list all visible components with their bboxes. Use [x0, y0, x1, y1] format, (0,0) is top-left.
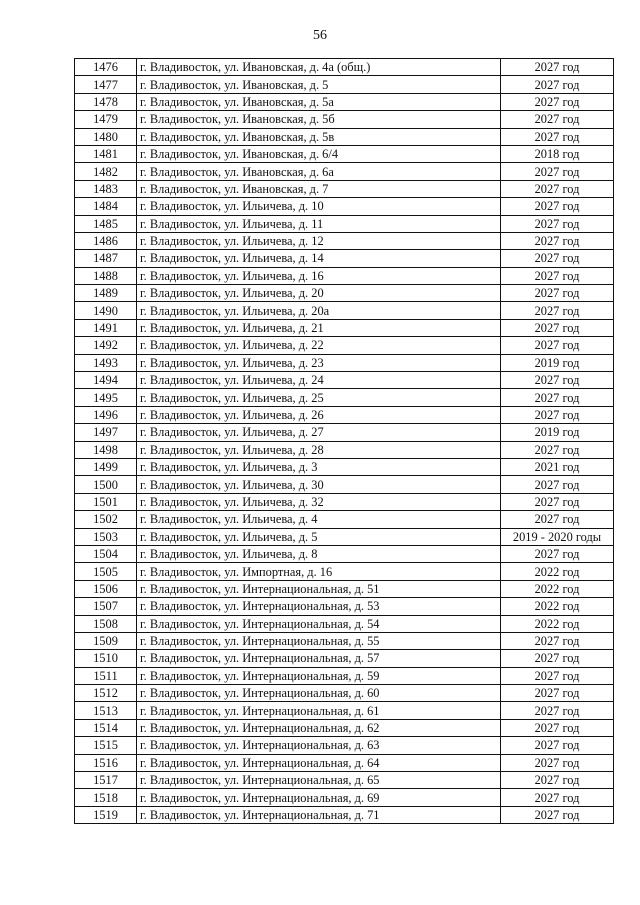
- row-number-cell: 1481: [75, 145, 137, 162]
- table-row: [75, 719, 614, 736]
- year-cell: 2027 год: [501, 737, 614, 754]
- row-number-cell: 1490: [75, 302, 137, 319]
- year-cell: 2027 год: [501, 806, 614, 823]
- address-cell: г. Владивосток, ул. Интернациональная, д. 55: [137, 632, 501, 649]
- table-row: [75, 754, 614, 771]
- table-row: [75, 93, 614, 110]
- year-cell: 2027 год: [501, 511, 614, 528]
- table-row: [75, 545, 614, 562]
- year-cell: 2027 год: [501, 441, 614, 458]
- address-cell: г. Владивосток, ул. Ильичева, д. 28: [137, 441, 501, 458]
- address-cell: г. Владивосток, ул. Ильичева, д. 30: [137, 476, 501, 493]
- table-row: [75, 302, 614, 319]
- table-row: [75, 476, 614, 493]
- table-row: [75, 232, 614, 249]
- address-cell: г. Владивосток, ул. Ивановская, д. 4а (общ.): [137, 59, 501, 76]
- row-number-cell: 1500: [75, 476, 137, 493]
- year-cell: 2027 год: [501, 476, 614, 493]
- address-cell: г. Владивосток, ул. Ильичева, д. 14: [137, 250, 501, 267]
- year-cell: 2027 год: [501, 406, 614, 423]
- row-number-cell: 1496: [75, 406, 137, 423]
- address-cell: г. Владивосток, ул. Интернациональная, д. 51: [137, 580, 501, 597]
- row-number-cell: 1494: [75, 372, 137, 389]
- row-number-cell: 1498: [75, 441, 137, 458]
- year-cell: 2027 год: [501, 267, 614, 284]
- year-cell: 2022 год: [501, 580, 614, 597]
- year-cell: 2027 год: [501, 789, 614, 806]
- table-row: [75, 250, 614, 267]
- row-number-cell: 1518: [75, 789, 137, 806]
- table-row: [75, 285, 614, 302]
- address-cell: г. Владивосток, ул. Интернациональная, д. 57: [137, 650, 501, 667]
- table-row: [75, 372, 614, 389]
- row-number-cell: 1479: [75, 111, 137, 128]
- address-cell: г. Владивосток, ул. Ильичева, д. 3: [137, 458, 501, 475]
- table-row: [75, 337, 614, 354]
- year-cell: 2027 год: [501, 76, 614, 93]
- year-cell: 2027 год: [501, 754, 614, 771]
- table-row: [75, 76, 614, 93]
- year-cell: 2027 год: [501, 285, 614, 302]
- year-cell: 2027 год: [501, 198, 614, 215]
- table-row: [75, 511, 614, 528]
- year-cell: 2027 год: [501, 545, 614, 562]
- address-cell: г. Владивосток, ул. Интернациональная, д. 53: [137, 598, 501, 615]
- row-number-cell: 1503: [75, 528, 137, 545]
- table-row: [75, 563, 614, 580]
- year-cell: 2027 год: [501, 250, 614, 267]
- row-number-cell: 1483: [75, 180, 137, 197]
- row-number-cell: 1505: [75, 563, 137, 580]
- address-cell: г. Владивосток, ул. Ильичева, д. 27: [137, 424, 501, 441]
- row-number-cell: 1504: [75, 545, 137, 562]
- year-cell: 2021 год: [501, 458, 614, 475]
- address-cell: г. Владивосток, ул. Ивановская, д. 7: [137, 180, 501, 197]
- row-number-cell: 1508: [75, 615, 137, 632]
- page-number: 56: [313, 28, 327, 43]
- address-cell: г. Владивосток, ул. Ивановская, д. 5: [137, 76, 501, 93]
- year-cell: 2027 год: [501, 93, 614, 110]
- table-row: [75, 685, 614, 702]
- row-number-cell: 1485: [75, 215, 137, 232]
- row-number-cell: 1487: [75, 250, 137, 267]
- address-cell: г. Владивосток, ул. Ильичева, д. 8: [137, 545, 501, 562]
- table-row: [75, 615, 614, 632]
- address-cell: г. Владивосток, ул. Ильичева, д. 10: [137, 198, 501, 215]
- year-cell: 2027 год: [501, 702, 614, 719]
- year-cell: 2022 год: [501, 615, 614, 632]
- table-row: [75, 198, 614, 215]
- row-number-cell: 1484: [75, 198, 137, 215]
- row-number-cell: 1510: [75, 650, 137, 667]
- address-cell: г. Владивосток, ул. Импортная, д. 16: [137, 563, 501, 580]
- table-row: [75, 424, 614, 441]
- year-cell: 2027 год: [501, 719, 614, 736]
- row-number-cell: 1516: [75, 754, 137, 771]
- address-cell: г. Владивосток, ул. Ильичева, д. 4: [137, 511, 501, 528]
- table-row: [75, 128, 614, 145]
- address-cell: г. Владивосток, ул. Ивановская, д. 6а: [137, 163, 501, 180]
- address-cell: г. Владивосток, ул. Ильичева, д. 16: [137, 267, 501, 284]
- year-cell: 2027 год: [501, 372, 614, 389]
- year-cell: 2027 год: [501, 337, 614, 354]
- year-cell: 2027 год: [501, 232, 614, 249]
- row-number-cell: 1493: [75, 354, 137, 371]
- table-row: [75, 789, 614, 806]
- table-row: [75, 598, 614, 615]
- row-number-cell: 1477: [75, 76, 137, 93]
- address-cell: г. Владивосток, ул. Интернациональная, д. 64: [137, 754, 501, 771]
- address-cell: г. Владивосток, ул. Интернациональная, д. 65: [137, 772, 501, 789]
- table-row: [75, 111, 614, 128]
- year-cell: 2022 год: [501, 598, 614, 615]
- address-cell: г. Владивосток, ул. Ильичева, д. 24: [137, 372, 501, 389]
- year-cell: 2019 год: [501, 424, 614, 441]
- address-cell: г. Владивосток, ул. Ильичева, д. 26: [137, 406, 501, 423]
- table-row: [75, 145, 614, 162]
- table-row: [75, 406, 614, 423]
- address-cell: г. Владивосток, ул. Интернациональная, д. 63: [137, 737, 501, 754]
- address-cell: г. Владивосток, ул. Интернациональная, д. 59: [137, 667, 501, 684]
- row-number-cell: 1482: [75, 163, 137, 180]
- row-number-cell: 1491: [75, 319, 137, 336]
- address-cell: г. Владивосток, ул. Интернациональная, д. 60: [137, 685, 501, 702]
- table-row: [75, 215, 614, 232]
- address-cell: г. Владивосток, ул. Ивановская, д. 5а: [137, 93, 501, 110]
- table-row: [75, 354, 614, 371]
- table-row: [75, 650, 614, 667]
- table-row: [75, 528, 614, 545]
- address-cell: г. Владивосток, ул. Интернациональная, д. 62: [137, 719, 501, 736]
- address-cell: г. Владивосток, ул. Ивановская, д. 6/4: [137, 145, 501, 162]
- address-cell: г. Владивосток, ул. Ильичева, д. 20а: [137, 302, 501, 319]
- year-cell: 2027 год: [501, 493, 614, 510]
- table-row: [75, 458, 614, 475]
- year-cell: 2027 год: [501, 59, 614, 76]
- table-row: [75, 59, 614, 76]
- year-cell: 2027 год: [501, 319, 614, 336]
- table-row: [75, 772, 614, 789]
- table-row: [75, 163, 614, 180]
- address-cell: г. Владивосток, ул. Ильичева, д. 32: [137, 493, 501, 510]
- table-row: [75, 319, 614, 336]
- year-cell: 2027 год: [501, 650, 614, 667]
- year-cell: 2019 - 2020 годы: [501, 528, 614, 545]
- table-row: [75, 806, 614, 823]
- address-cell: г. Владивосток, ул. Ильичева, д. 11: [137, 215, 501, 232]
- row-number-cell: 1495: [75, 389, 137, 406]
- table-row: [75, 667, 614, 684]
- row-number-cell: 1511: [75, 667, 137, 684]
- year-cell: 2027 год: [501, 163, 614, 180]
- row-number-cell: 1509: [75, 632, 137, 649]
- table-row: [75, 632, 614, 649]
- address-cell: г. Владивосток, ул. Ильичева, д. 5: [137, 528, 501, 545]
- year-cell: 2027 год: [501, 215, 614, 232]
- address-cell: г. Владивосток, ул. Ильичева, д. 22: [137, 337, 501, 354]
- address-cell: г. Владивосток, ул. Ивановская, д. 5в: [137, 128, 501, 145]
- year-cell: 2027 год: [501, 667, 614, 684]
- address-cell: г. Владивосток, ул. Ильичева, д. 21: [137, 319, 501, 336]
- year-cell: 2027 год: [501, 772, 614, 789]
- address-cell: г. Владивосток, ул. Интернациональная, д. 61: [137, 702, 501, 719]
- table-row: [75, 580, 614, 597]
- row-number-cell: 1492: [75, 337, 137, 354]
- row-number-cell: 1476: [75, 59, 137, 76]
- row-number-cell: 1501: [75, 493, 137, 510]
- registry-table-body: [75, 59, 614, 824]
- address-cell: г. Владивосток, ул. Интернациональная, д. 69: [137, 789, 501, 806]
- table-row: [75, 267, 614, 284]
- row-number-cell: 1502: [75, 511, 137, 528]
- year-cell: 2027 год: [501, 128, 614, 145]
- row-number-cell: 1507: [75, 598, 137, 615]
- row-number-cell: 1513: [75, 702, 137, 719]
- row-number-cell: 1515: [75, 737, 137, 754]
- address-cell: г. Владивосток, ул. Ильичева, д. 23: [137, 354, 501, 371]
- table-row: [75, 737, 614, 754]
- table-row: [75, 180, 614, 197]
- row-number-cell: 1478: [75, 93, 137, 110]
- table-row: [75, 702, 614, 719]
- year-cell: 2027 год: [501, 302, 614, 319]
- year-cell: 2018 год: [501, 145, 614, 162]
- row-number-cell: 1497: [75, 424, 137, 441]
- year-cell: 2022 год: [501, 563, 614, 580]
- address-cell: г. Владивосток, ул. Ильичева, д. 12: [137, 232, 501, 249]
- address-cell: г. Владивосток, ул. Ильичева, д. 25: [137, 389, 501, 406]
- row-number-cell: 1488: [75, 267, 137, 284]
- year-cell: 2027 год: [501, 180, 614, 197]
- row-number-cell: 1480: [75, 128, 137, 145]
- year-cell: 2027 год: [501, 685, 614, 702]
- row-number-cell: 1506: [75, 580, 137, 597]
- registry-table: [74, 58, 614, 824]
- address-cell: г. Владивосток, ул. Ивановская, д. 5б: [137, 111, 501, 128]
- row-number-cell: 1514: [75, 719, 137, 736]
- table-row: [75, 493, 614, 510]
- address-cell: г. Владивосток, ул. Ильичева, д. 20: [137, 285, 501, 302]
- year-cell: 2019 год: [501, 354, 614, 371]
- row-number-cell: 1489: [75, 285, 137, 302]
- address-cell: г. Владивосток, ул. Интернациональная, д. 54: [137, 615, 501, 632]
- table-row: [75, 441, 614, 458]
- year-cell: 2027 год: [501, 111, 614, 128]
- row-number-cell: 1517: [75, 772, 137, 789]
- row-number-cell: 1499: [75, 458, 137, 475]
- table-row: [75, 389, 614, 406]
- year-cell: 2027 год: [501, 632, 614, 649]
- year-cell: 2027 год: [501, 389, 614, 406]
- row-number-cell: 1486: [75, 232, 137, 249]
- row-number-cell: 1519: [75, 806, 137, 823]
- address-cell: г. Владивосток, ул. Интернациональная, д. 71: [137, 806, 501, 823]
- row-number-cell: 1512: [75, 685, 137, 702]
